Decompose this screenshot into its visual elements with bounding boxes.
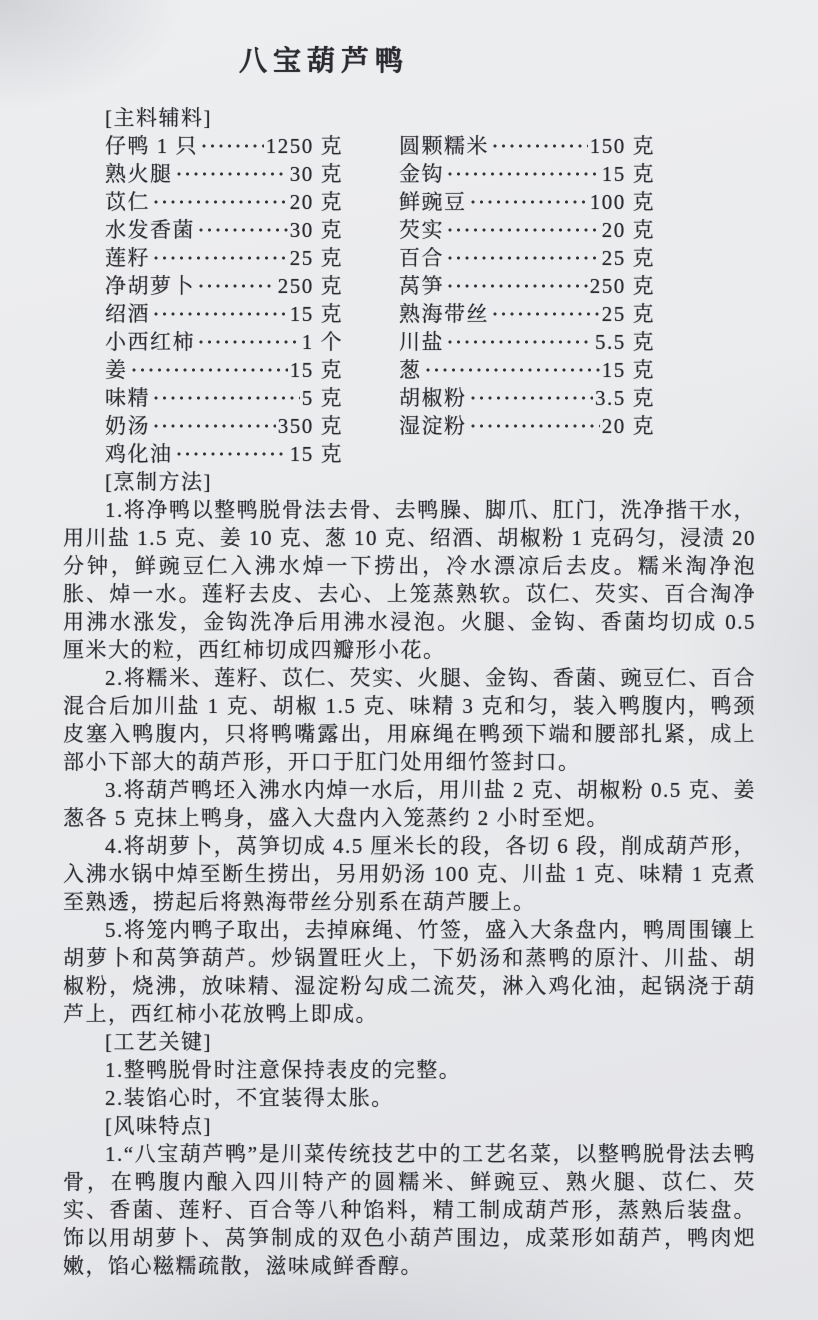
ingredient-amount: 15 克 — [289, 302, 343, 326]
ingredient-name: 鲜豌豆 — [399, 190, 467, 214]
ingredient-amount: 20 克 — [289, 190, 343, 214]
ingredient-row — [105, 384, 343, 412]
dot-leader — [175, 450, 288, 458]
ingredient-row — [399, 300, 655, 328]
ingredient-amount: 15 克 — [601, 358, 655, 382]
dot-leader — [152, 310, 288, 318]
dot-leader — [446, 282, 588, 290]
dot-leader — [491, 142, 588, 150]
ingredient-row — [105, 244, 343, 272]
section-header-method: [烹制方法] — [105, 470, 212, 494]
dot-leader — [446, 338, 593, 346]
ingredient-row — [399, 356, 655, 384]
method-steps — [63, 496, 756, 1028]
ingredient-name: 味精 — [105, 386, 150, 410]
ingredient-amount: 15 克 — [289, 358, 343, 382]
ingredient-name: 姜 — [105, 358, 128, 382]
ingredient-name: 水发香菌 — [105, 218, 195, 242]
ingredient-amount: 25 克 — [601, 302, 655, 326]
method-step: 3.将葫芦鸭坯入沸水内焯一水后，用川盐 2 克、胡椒粉 0.5 克、姜葱各 5 克抹上鸭身，盛入大盘内入笼蒸约 2 小时至𤆵。 — [63, 778, 756, 830]
ingredient-amount: 250 克 — [589, 274, 655, 298]
key-point: 2.装馅心时，不宜装得太胀。 — [105, 1086, 394, 1110]
ingredient-amount: 20 克 — [601, 218, 655, 242]
ingredient-name: 莲籽 — [105, 246, 150, 270]
dot-leader — [197, 282, 276, 290]
ingredient-column-right — [399, 132, 655, 468]
ingredient-amount: 350 克 — [277, 414, 343, 438]
dot-leader — [130, 366, 288, 374]
ingredient-row — [105, 328, 343, 356]
dot-leader — [446, 170, 600, 178]
ingredient-row — [105, 412, 343, 440]
ingredient-amount: 100 克 — [589, 190, 655, 214]
ingredient-row — [105, 188, 343, 216]
dot-leader — [446, 254, 600, 262]
ingredient-amount: 15 克 — [289, 442, 343, 466]
ingredient-row — [399, 328, 655, 356]
ingredient-row — [105, 356, 343, 384]
ingredient-row — [105, 272, 343, 300]
ingredient-row — [399, 188, 655, 216]
ingredient-name: 熟海带丝 — [399, 302, 489, 326]
ingredient-amount: 5 克 — [301, 386, 343, 410]
ingredient-name: 金钩 — [399, 162, 444, 186]
dot-leader — [152, 254, 288, 262]
ingredient-amount: 1 个 — [301, 330, 343, 354]
ingredient-name: 川盐 — [399, 330, 444, 354]
dot-leader — [469, 394, 594, 402]
ingredient-row — [399, 244, 655, 272]
ingredient-row — [399, 216, 655, 244]
dot-leader — [175, 170, 288, 178]
section-header-ingredients: [主料辅料] — [105, 106, 212, 130]
ingredient-name: 小西红柿 — [105, 330, 195, 354]
ingredient-row — [105, 132, 343, 160]
spacer — [63, 78, 756, 104]
ingredient-amount: 1250 克 — [265, 134, 343, 158]
ingredient-column-left — [105, 132, 343, 468]
dot-leader — [197, 226, 288, 234]
method-step: 2.将糯米、莲籽、苡仁、芡实、火腿、金钩、香菌、豌豆仁、百合混合后加川盐 1 克、胡椒 1.5 克、味精 3 克和匀，装入鸭腹内，鸭颈皮塞入鸭腹内，只将鸭嘴露出，用麻绳在鸭颈下端和腰部扎紧，成上部小下部大的葫芦形，开口于肛门处用细竹签封口。 — [63, 666, 756, 774]
ingredient-list — [105, 132, 756, 468]
ingredient-row — [105, 160, 343, 188]
dot-leader — [446, 226, 600, 234]
method-step: 1.将净鸭以整鸭脱骨法去骨、去鸭臊、脚爪、肛门，洗净揩干水，用川盐 1.5 克、姜 10 克、葱 10 克、绍酒、胡椒粉 1 克码匀，浸渍 20 分钟，鲜豌豆仁入沸水焯一下捞出，冷水漂凉后去皮。糯米淘净泡胀、焯一水。莲籽去皮、去心、上笼蒸熟软。苡仁、芡实、百合淘净用沸水涨发，金钩洗净后用沸水浸泡。火腿、金钩、香菌均切成 0.5 厘米大的粒，西红柿切成四瓣形小花。 — [63, 498, 756, 662]
ingredient-amount: 3.5 克 — [595, 386, 655, 410]
ingredient-name: 苡仁 — [105, 190, 150, 214]
dot-leader — [200, 142, 264, 150]
ingredient-row — [399, 272, 655, 300]
method-step: 5.将笼内鸭子取出，去掉麻绳、竹签，盛入大条盘内，鸭周围镶上胡萝卜和莴笋葫芦。炒锅置旺火上，下奶汤和蒸鸭的原汁、川盐、胡椒粉，烧沸，放味精、湿淀粉勾成二流芡，淋入鸡化油，起锅浇于葫芦上，西红柿小花放鸭上即成。 — [63, 918, 756, 1026]
ingredient-row — [105, 300, 343, 328]
ingredient-name: 莴笋 — [399, 274, 444, 298]
section-header-flavor: [风味特点] — [105, 1114, 212, 1138]
ingredient-name: 芡实 — [399, 218, 444, 242]
ingredient-row — [105, 440, 343, 468]
ingredient-name: 圆颗糯米 — [399, 134, 489, 158]
ingredient-name: 百合 — [399, 246, 444, 270]
ingredient-row — [399, 132, 655, 160]
ingredient-name: 净胡萝卜 — [105, 274, 195, 298]
dot-leader — [469, 198, 588, 206]
ingredient-amount: 250 克 — [277, 274, 343, 298]
ingredient-amount: 150 克 — [589, 134, 655, 158]
dot-leader — [424, 366, 600, 374]
key-points — [63, 1056, 756, 1112]
dot-leader — [152, 422, 276, 430]
ingredient-amount: 20 克 — [601, 414, 655, 438]
ingredient-amount: 25 克 — [601, 246, 655, 270]
ingredient-row — [105, 216, 343, 244]
key-point: 1.整鸭脱骨时注意保持表皮的完整。 — [105, 1058, 462, 1082]
method-step: 4.将胡萝卜，莴笋切成 4.5 厘米长的段，各切 6 段，削成葫芦形，入沸水锅中焯至断生捞出，另用奶汤 100 克、川盐 1 克、味精 1 克煮至熟透，捞起后将熟海带丝分别系在葫芦腰上。 — [63, 834, 756, 914]
flavor-notes — [63, 1140, 756, 1280]
flavor-note: 1.“八宝葫芦鸭”是川菜传统技艺中的工艺名菜，以整鸭脱骨法去鸭骨，在鸭腹内酿入四川特产的圆糯米、鲜豌豆、熟火腿、苡仁、芡实、香菌、莲籽、百合等八种馅料，精工制成葫芦形，蒸熟后装盘。饰以用胡萝卜、莴笋制成的双色小葫芦围边，成菜形如葫芦，鸭肉𤆵嫩，馅心糍糯疏散，滋味咸鲜香醇。 — [63, 1142, 756, 1278]
ingredient-name: 绍酒 — [105, 302, 150, 326]
ingredient-name: 熟火腿 — [105, 162, 173, 186]
dot-leader — [152, 394, 300, 402]
ingredient-row — [399, 412, 655, 440]
dot-leader — [469, 422, 600, 430]
ingredient-name: 奶汤 — [105, 414, 150, 438]
dot-leader — [152, 198, 288, 206]
ingredient-name: 葱 — [399, 358, 422, 382]
ingredient-row — [399, 384, 655, 412]
page-title: 八宝葫芦鸭 — [239, 46, 410, 77]
ingredient-name: 湿淀粉 — [399, 414, 467, 438]
dot-leader — [491, 310, 600, 318]
ingredient-amount: 30 克 — [289, 218, 343, 242]
ingredient-amount: 5.5 克 — [595, 330, 655, 354]
section-header-keys: [工艺关键] — [105, 1030, 212, 1054]
ingredient-amount: 30 克 — [289, 162, 343, 186]
ingredient-amount: 15 克 — [601, 162, 655, 186]
ingredient-name: 鸡化油 — [105, 442, 173, 466]
ingredient-amount: 25 克 — [289, 246, 343, 270]
ingredient-name: 胡椒粉 — [399, 386, 467, 410]
ingredient-row — [399, 160, 655, 188]
ingredient-name: 仔鸭 1 只 — [105, 134, 198, 158]
dot-leader — [197, 338, 300, 346]
